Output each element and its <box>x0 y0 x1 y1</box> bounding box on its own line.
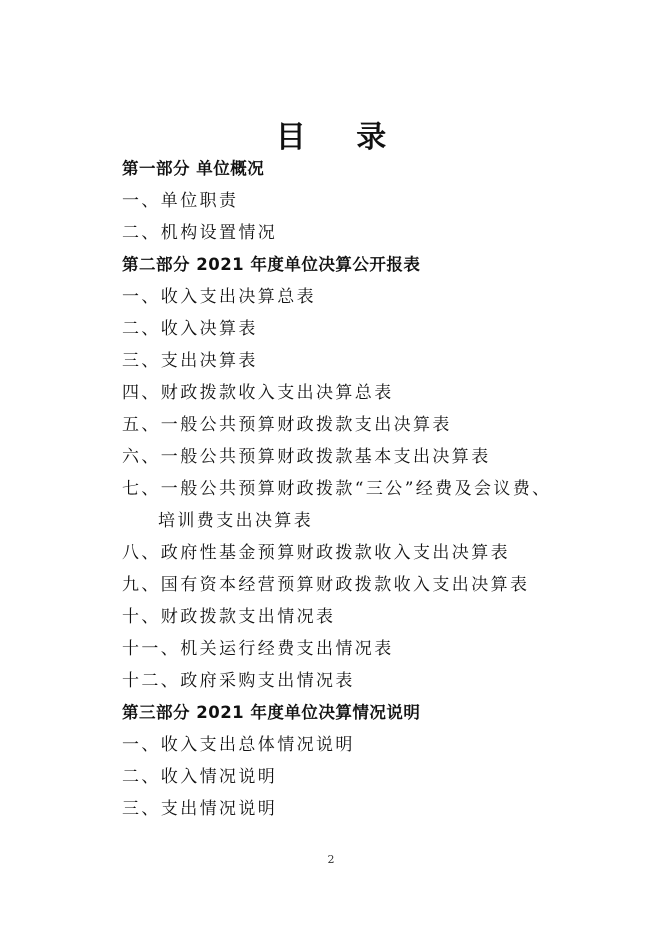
toc-item: 七、一般公共预算财政拨款“三公”经费及会议费、 <box>122 479 552 499</box>
toc-part3-heading: 第三部分 2021 年度单位决算情况说明 <box>122 703 421 722</box>
toc-item: 九、国有资本经营预算财政拨款收入支出决算表 <box>122 575 530 595</box>
page-number: 2 <box>327 853 335 866</box>
toc-item: 一、收入支出决算总表 <box>122 287 316 307</box>
toc-item: 五、一般公共预算财政拨款支出决算表 <box>122 415 452 435</box>
toc-part2-heading: 第二部分 2021 年度单位决算公开报表 <box>122 255 421 274</box>
toc-item: 十一、机关运行经费支出情况表 <box>122 639 394 659</box>
toc-item: 二、机构设置情况 <box>122 223 278 243</box>
toc-item: 三、支出情况说明 <box>122 799 278 819</box>
toc-item: 六、一般公共预算财政拨款基本支出决算表 <box>122 447 491 467</box>
document-title: 目 录 <box>275 120 407 155</box>
toc-item: 三、支出决算表 <box>122 351 258 371</box>
toc-item: 十、财政拨款支出情况表 <box>122 607 336 627</box>
toc-item: 一、收入支出总体情况说明 <box>122 735 355 755</box>
toc-item: 十二、政府采购支出情况表 <box>122 671 355 691</box>
toc-item-continuation: 培训费支出决算表 <box>158 511 314 531</box>
toc-item: 二、收入决算表 <box>122 319 258 339</box>
toc-item: 四、财政拨款收入支出决算总表 <box>122 383 394 403</box>
toc-item: 八、政府性基金预算财政拨款收入支出决算表 <box>122 543 510 563</box>
toc-item: 一、单位职责 <box>122 191 239 211</box>
toc-part1-heading: 第一部分 单位概况 <box>122 159 265 178</box>
toc-item: 二、收入情况说明 <box>122 767 278 787</box>
